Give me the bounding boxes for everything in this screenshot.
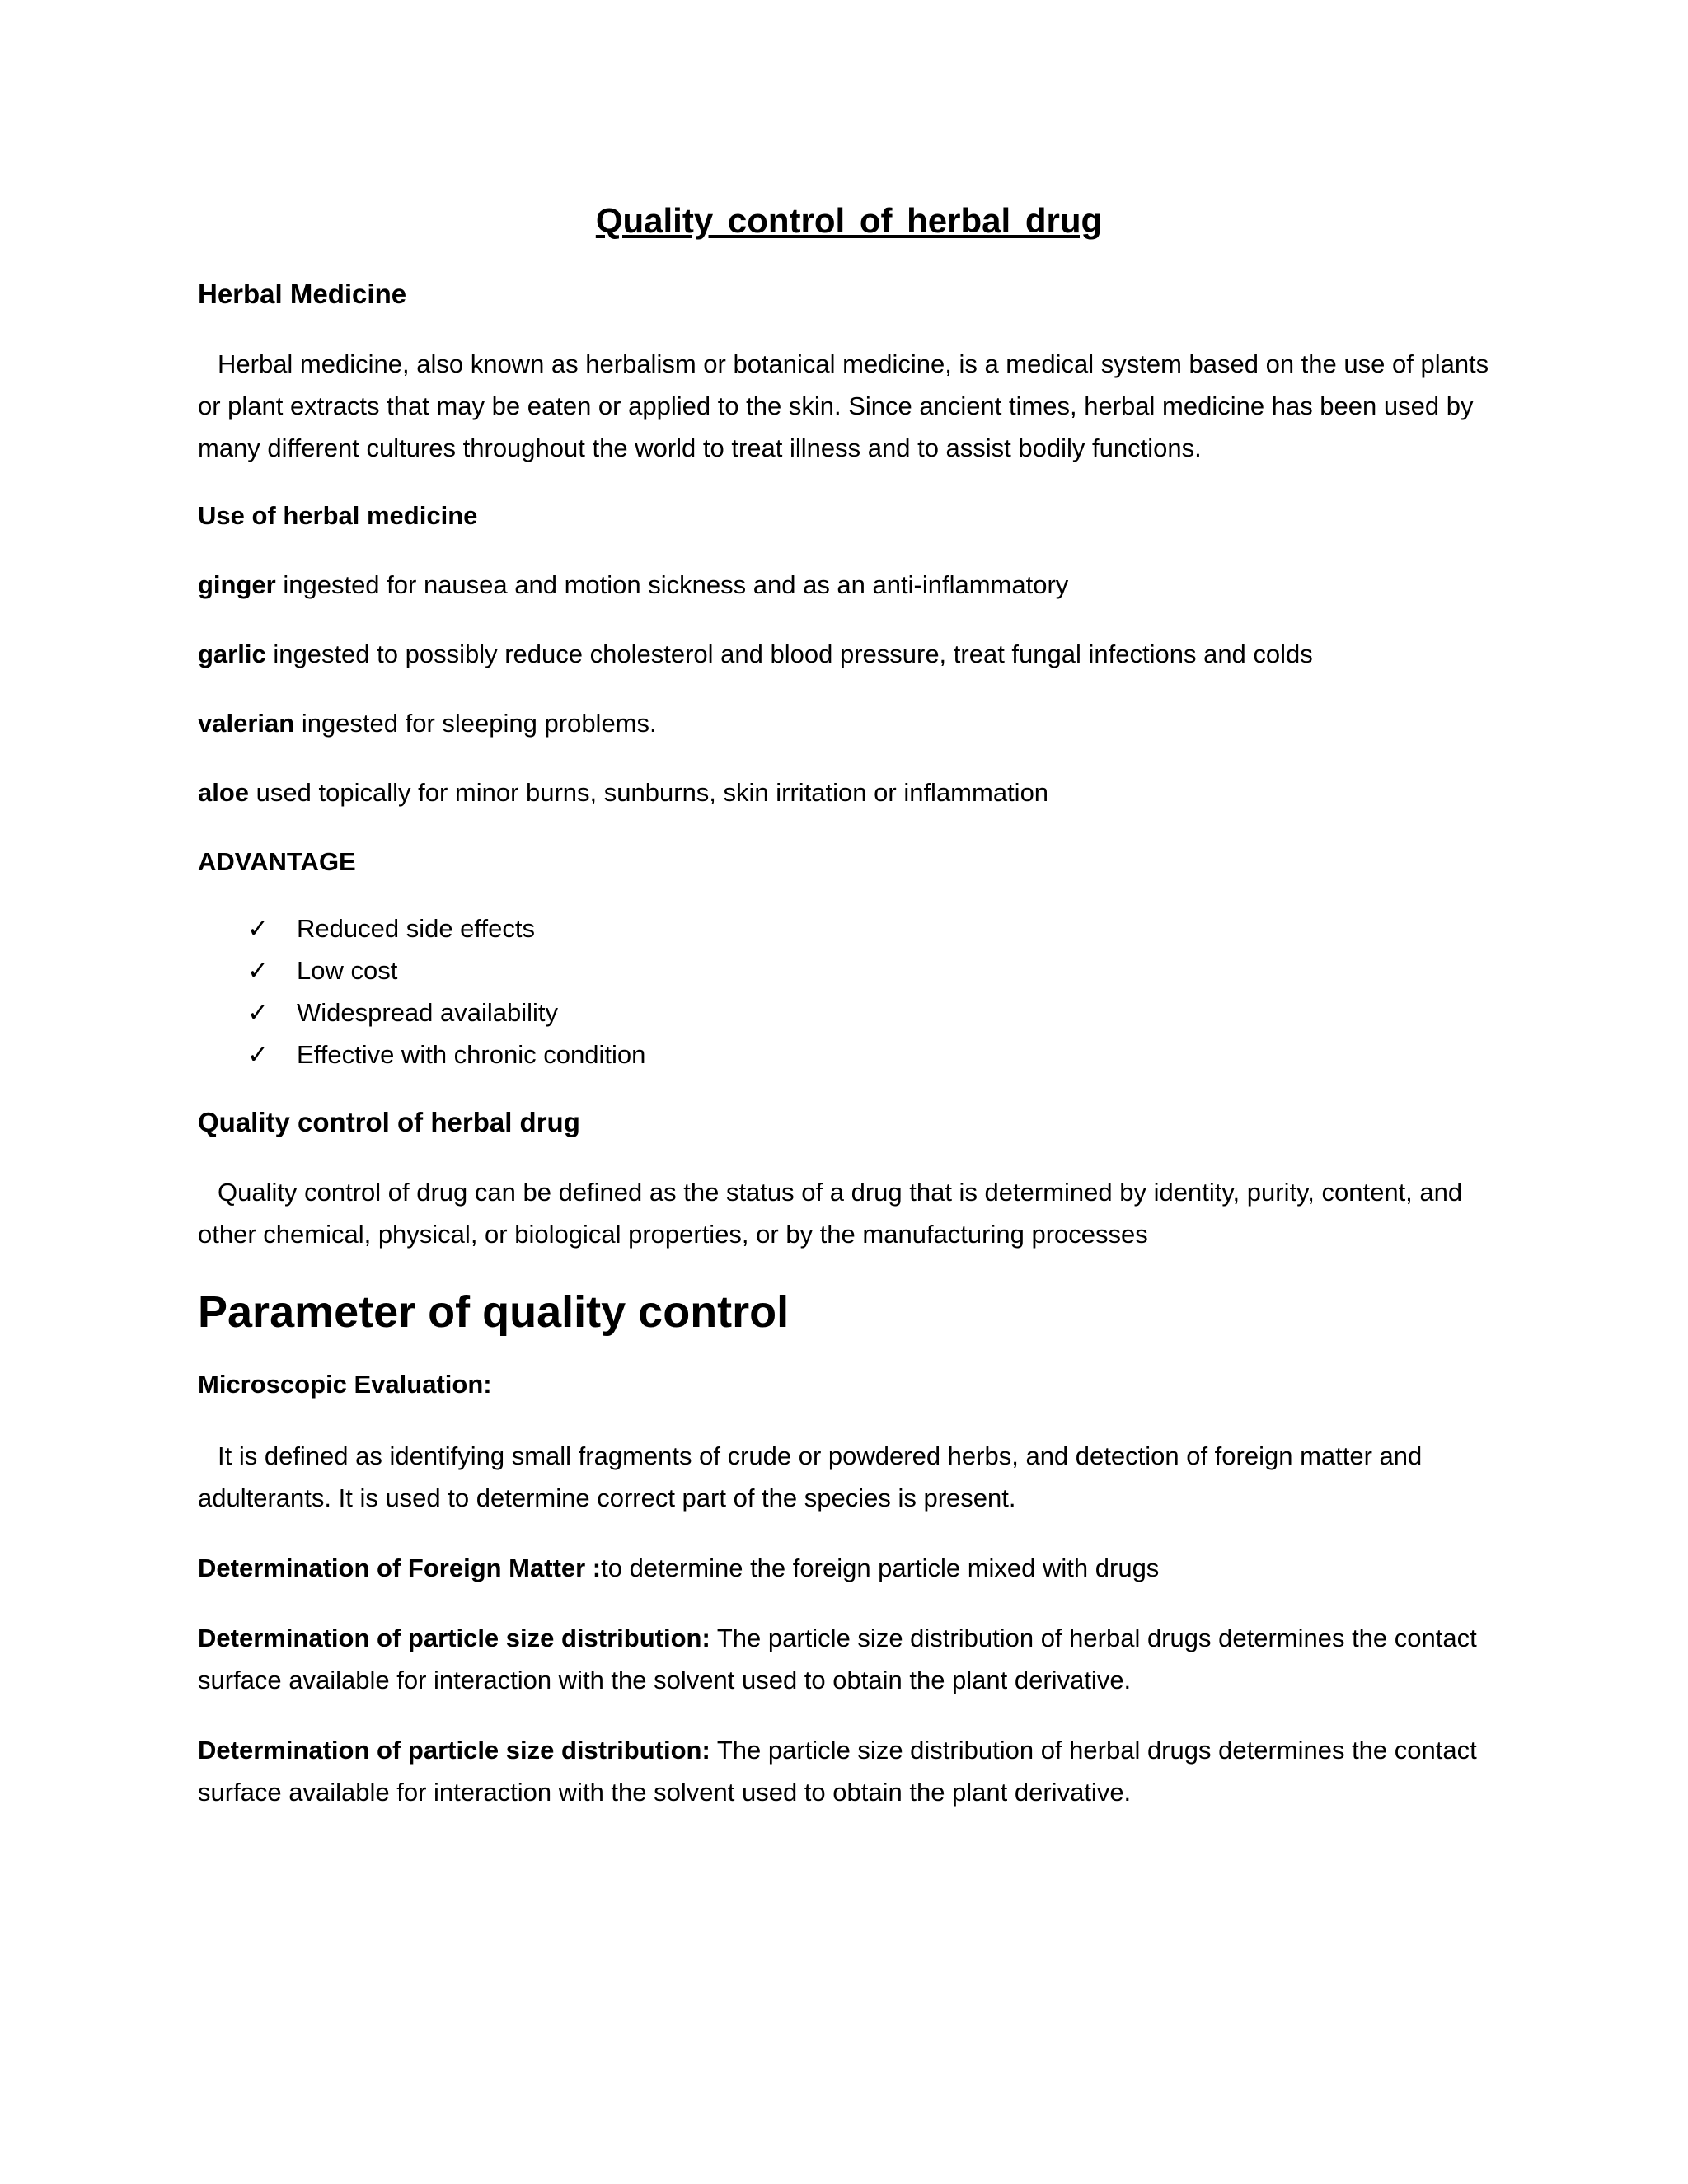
use-item-term: aloe [198, 778, 250, 807]
list-item [247, 907, 1500, 949]
use-item [198, 705, 1500, 743]
use-item [198, 774, 1500, 812]
definition-term: Determination of particle size distribution: [198, 1624, 710, 1652]
advantage-text: Widespread availability [297, 998, 559, 1027]
definition-item [198, 1547, 1500, 1589]
use-item [198, 566, 1500, 604]
advantage-heading: ADVANTAGE [198, 847, 356, 876]
use-item [198, 635, 1500, 673]
document-content [198, 198, 1500, 1841]
advantage-text: Effective with chronic condition [297, 1040, 646, 1069]
use-item-term: ginger [198, 570, 276, 599]
use-item-text: used topically for minor burns, sunburns, skin irritation or inflammation [249, 778, 1049, 807]
quality-control-paragraph: Quality control of drug can be defined as the status of a drug that is determined by identity, purity, content, and other chemical, physical, or biological properties, or by the manufacturing processes [198, 1178, 1463, 1249]
use-item-term: garlic [198, 640, 266, 668]
use-heading: Use of herbal medicine [198, 501, 478, 530]
herbal-medicine-heading: Herbal Medicine [198, 279, 407, 309]
list-item [247, 949, 1500, 991]
checkmark-icon: ✓ [247, 914, 269, 943]
definition-item [198, 1617, 1500, 1701]
list-item [247, 991, 1500, 1033]
definition-text: The particle size distribution of herbal drugs determines the contact surface available for interaction with the solvent used to obtain the plant derivative. [198, 1624, 1477, 1694]
definition-text: to determine the foreign particle mixed with drugs [601, 1554, 1160, 1582]
definition-text: The particle size distribution of herbal drugs determines the contact surface available for interaction with the solvent used to obtain the plant derivative. [198, 1736, 1477, 1807]
parameter-heading: Parameter of quality control [198, 1287, 790, 1337]
advantage-text: Reduced side effects [297, 914, 535, 943]
advantage-list [198, 907, 1500, 1076]
use-item-text: ingested to possibly reduce cholesterol and blood pressure, treat fungal infections and colds [265, 640, 1313, 668]
microscopic-paragraph: It is defined as identifying small fragments of crude or powdered herbs, and detection of foreign matter and adulterants. It is used to determine correct part of the species is present. [198, 1441, 1423, 1512]
herbal-medicine-paragraph: Herbal medicine, also known as herbalism or botanical medicine, is a medical system based on the use of plants or plant extracts that may be eaten or applied to the skin. Since ancient times, herbal medicine has been used by many different cultures throughout the world to treat illness and to assist bodily functions. [198, 349, 1489, 462]
definition-item [198, 1729, 1500, 1813]
checkmark-icon: ✓ [247, 998, 269, 1027]
checkmark-icon: ✓ [247, 1040, 269, 1069]
definition-term: Determination of particle size distribution: [198, 1736, 710, 1765]
page-title: Quality control of herbal drug [595, 201, 1103, 240]
checkmark-icon: ✓ [247, 956, 269, 985]
list-item [247, 1033, 1500, 1076]
advantage-text: Low cost [297, 956, 398, 985]
use-item-text: ingested for nausea and motion sickness and as an anti-inflammatory [275, 570, 1069, 599]
quality-control-heading: Quality control of herbal drug [198, 1107, 580, 1137]
definition-term: Determination of Foreign Matter : [198, 1554, 602, 1582]
microscopic-heading: Microscopic Evaluation: [198, 1370, 492, 1399]
use-item-text: ingested for sleeping problems. [294, 709, 657, 738]
use-item-term: valerian [198, 709, 295, 738]
